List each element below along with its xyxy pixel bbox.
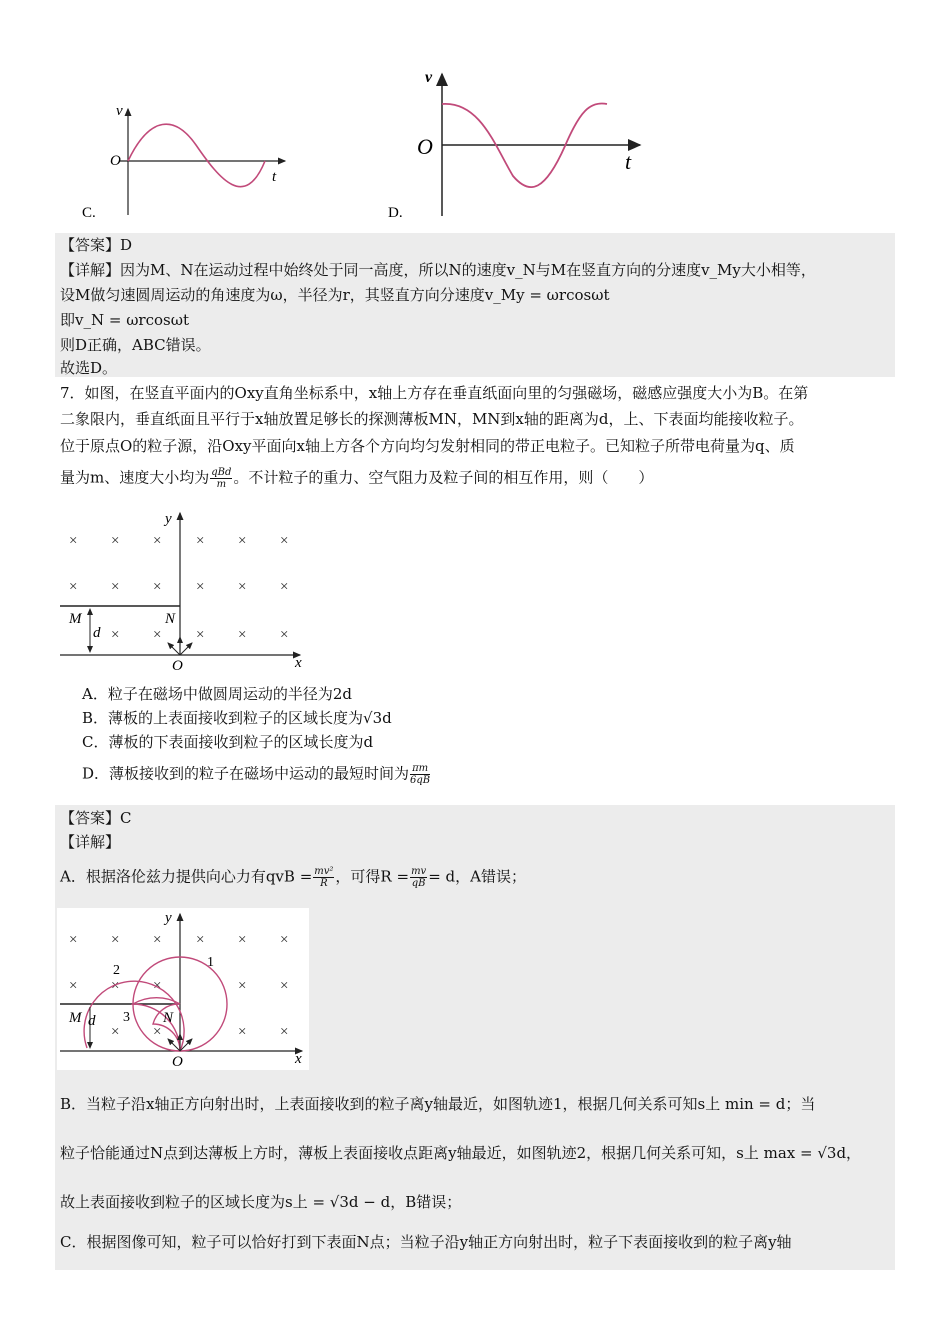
- svg-text:×: ×: [69, 978, 78, 994]
- option-d-text: D．薄板接收到的粒子在磁场中运动的最短时间为: [82, 764, 410, 783]
- svg-text:×: ×: [153, 627, 162, 643]
- svg-text:×: ×: [238, 579, 247, 595]
- label-m: M: [69, 611, 82, 627]
- label-y: y: [165, 511, 172, 527]
- figure-magnetic-field: [55, 505, 315, 675]
- svg-text:×: ×: [69, 533, 78, 549]
- label-y: y: [165, 910, 172, 926]
- q6-detail-2: 设M做匀速圆周运动的角速度为ω，半径为r，其竖直方向分速度v_My = ωrcosωt: [60, 286, 610, 304]
- svg-text:×: ×: [111, 978, 120, 994]
- time-fraction: $\frac{\pi m}{6qB}$: [410, 763, 431, 786]
- svg-text:×: ×: [153, 978, 162, 994]
- force-fraction: $\frac{\text{mv²}}{R}$: [314, 866, 334, 889]
- q7-solution-c-1: C．根据图像可知，粒子可以恰好打到下表面N点；当粒子沿y轴正方向射出时，粒子下表面接收到的粒子离y轴: [60, 1233, 792, 1251]
- option-d: [82, 763, 431, 786]
- svg-text:×: ×: [238, 932, 247, 948]
- graph-c: [80, 95, 300, 220]
- svg-text:×: ×: [153, 1024, 162, 1040]
- svg-text:×: ×: [69, 932, 78, 948]
- q7-solution-b-3: 故上表面接收到粒子的区域长度为s上 = √3d − d，B错误；: [60, 1193, 462, 1211]
- q6-detail-1: 【详解】因为M、N在运动过程中始终处于同一高度，所以N的速度v_N与M在竖直方向的分速度v_My大小相等，: [60, 261, 816, 279]
- q6-detail-5: 故选D。: [60, 359, 118, 377]
- q7-solution-a: [60, 866, 526, 889]
- svg-text:×: ×: [196, 579, 205, 595]
- label-m: M: [69, 1010, 82, 1026]
- option-b: B．薄板的上表面接收到粒子的区域长度为√3d: [82, 709, 392, 727]
- label-o: O: [172, 658, 183, 674]
- svg-text:×: ×: [280, 1024, 289, 1040]
- q7-solution-b-2: 粒子恰能通过N点到达薄板上方时，薄板上表面接收点距离y轴最近，如图轨迹2，根据几何关系可知，s上 max = √3d，: [60, 1144, 862, 1162]
- field-crosses: [69, 533, 288, 643]
- answer-block-q6: [55, 233, 895, 377]
- t-label: t: [625, 149, 632, 174]
- o-label: O: [110, 153, 121, 169]
- label-n: N: [163, 1010, 174, 1026]
- svg-text:×: ×: [196, 533, 205, 549]
- svg-text:×: ×: [111, 579, 120, 595]
- svg-text:×: ×: [280, 932, 289, 948]
- svg-text:×: ×: [111, 1024, 120, 1040]
- sol-a-1: A．根据洛伦兹力提供向心力有qvB =: [60, 867, 313, 886]
- q6-detail-4: 则D正确，ABC错误。: [60, 336, 211, 354]
- q7-stem-2: 二象限内，垂直纸面且平行于x轴放置足够长的探测薄板MN，MN到x轴的距离为d，上、下表面均能接收粒子。: [60, 410, 804, 428]
- stem-4-tail: 。不计粒子的重力、空气阻力及粒子间的相互作用，则（ ）: [233, 468, 654, 487]
- emission-arrows: [168, 637, 192, 655]
- label-x: x: [295, 655, 302, 671]
- svg-text:×: ×: [280, 627, 289, 643]
- label-n: N: [165, 611, 176, 627]
- svg-text:×: ×: [153, 932, 162, 948]
- stem-4-text: 量为m、速度大小均为: [60, 468, 210, 487]
- v-label: v: [116, 103, 123, 119]
- q6-detail-3: 即v_N = ωrcosωt: [60, 311, 189, 329]
- q7-stem-4: [60, 467, 653, 490]
- option-label: C.: [82, 205, 96, 220]
- q7-detail-label: 【详解】: [60, 833, 121, 851]
- svg-text:×: ×: [196, 932, 205, 948]
- q7-stem-3: 位于原点O的粒子源，沿Oxy平面向x轴上方各个方向均匀发射相同的带正电粒子。已知粒子所带电荷量为q、质: [60, 437, 795, 455]
- svg-text:×: ×: [111, 533, 120, 549]
- svg-text:×: ×: [111, 932, 120, 948]
- option-c: C．薄板的下表面接收到粒子的区域长度为d: [82, 733, 374, 751]
- svg-text:×: ×: [196, 627, 205, 643]
- v-label: v: [425, 69, 433, 86]
- figure-trajectories: [57, 908, 309, 1070]
- svg-text:×: ×: [111, 627, 120, 643]
- svg-text:×: ×: [153, 579, 162, 595]
- radius-fraction: $\frac{mv}{qB}$: [411, 866, 427, 889]
- sol-a-2: ，可得R =: [335, 867, 410, 886]
- svg-text:×: ×: [238, 627, 247, 643]
- q7-solution-b-1: B．当粒子沿x轴正方向射出时，上表面接收到的粒子离y轴最近，如图轨迹1，根据几何关系可知s上 min = d；当: [60, 1095, 816, 1113]
- label-track-3: 3: [123, 1010, 130, 1025]
- sine-curve: [128, 124, 265, 187]
- svg-text:×: ×: [280, 579, 289, 595]
- q7-stem-1: 7．如图，在竖直平面内的Oxy直角坐标系中，x轴上方存在垂直纸面向里的匀强磁场，磁感应强度大小为B。在第: [60, 384, 809, 402]
- sol-a-3: = d，A错误；: [428, 867, 526, 886]
- option-a: A．粒子在磁场中做圆周运动的半径为2d: [82, 685, 352, 703]
- speed-fraction: $\frac{\text{qBd}}{m}$: [211, 467, 232, 490]
- q7-answer: 【答案】C: [60, 809, 132, 827]
- graph-d: [385, 66, 655, 221]
- svg-text:×: ×: [69, 579, 78, 595]
- label-d: d: [88, 1013, 96, 1029]
- label-d: d: [93, 625, 101, 641]
- o-label: O: [417, 134, 433, 159]
- label-x: x: [295, 1051, 302, 1067]
- svg-text:×: ×: [238, 1024, 247, 1040]
- svg-text:×: ×: [280, 533, 289, 549]
- svg-text:×: ×: [238, 533, 247, 549]
- t-label: t: [272, 169, 277, 185]
- svg-text:×: ×: [280, 978, 289, 994]
- label-track-2: 2: [113, 963, 120, 978]
- option-label: D.: [388, 205, 403, 221]
- q6-answer: 【答案】D: [60, 236, 133, 254]
- label-track-1: 1: [207, 955, 214, 970]
- svg-text:×: ×: [238, 978, 247, 994]
- label-o: O: [172, 1054, 183, 1070]
- svg-text:×: ×: [153, 533, 162, 549]
